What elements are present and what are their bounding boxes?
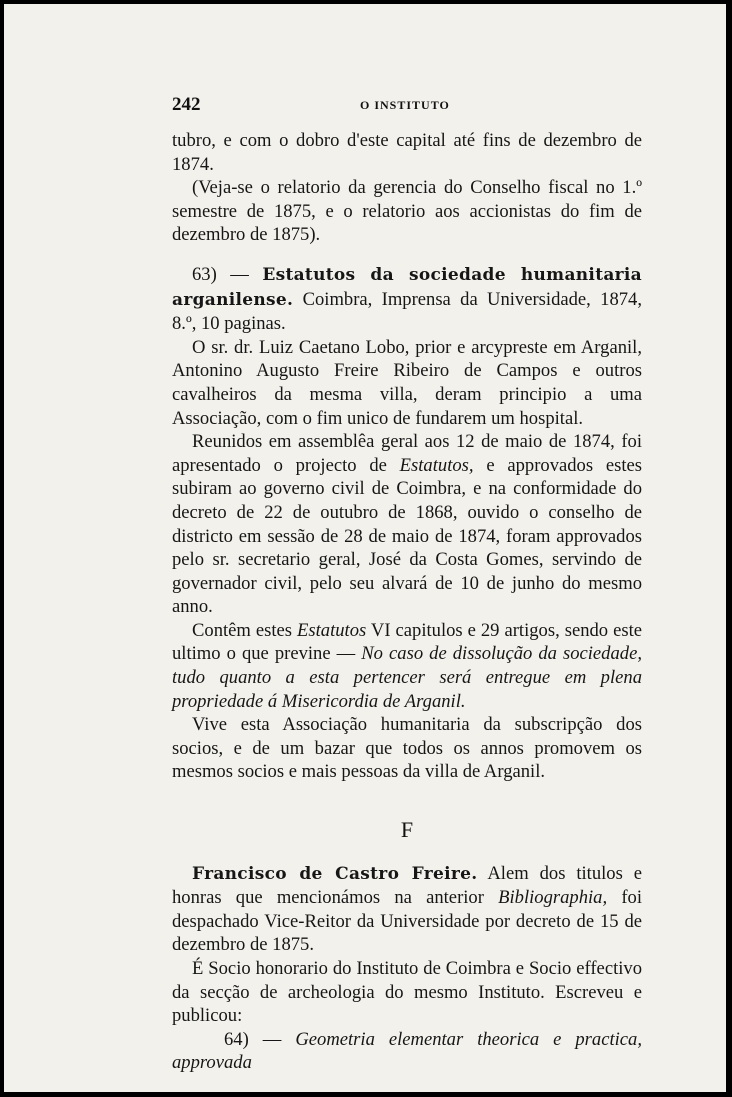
- paragraph-text: É Socio honorario do Instituto de Coimbra e Socio effectivo da secção de archeologia do mesmo Instituto. Escreveu e publicou:: [172, 958, 642, 1027]
- entry-imprint: Coimbra, Imprensa da Universidade, 1874, 8.º, 10 paginas.: [172, 288, 642, 335]
- paragraph-text: e approvados estes subiram ao governo civil de Coimbra, e na conformidade do decreto de 22 de outubro de 1868, ouvido o conselho de districto em sessão de 28 de maio de 1874, foram approvados pelo sr. secretario geral, José da Costa Gomes, servindo de governador civil, pelo seu alvará de 10 de junho do mesmo anno.: [172, 454, 642, 618]
- paragraph-italic: Estatutos,: [399, 454, 474, 476]
- paragraph-text: Contêm estes: [192, 619, 293, 641]
- entry-number: 63) —: [192, 263, 249, 285]
- paragraph-socio: [172, 957, 642, 1028]
- paragraph-italic: Estatutos: [297, 619, 367, 641]
- book-page: [4, 4, 726, 1092]
- paragraph-continuation: [172, 129, 642, 176]
- paragraph-contents: [172, 619, 642, 713]
- paragraph-text: foi despachado Vice-Reitor da Universidade por decreto de 15 de dezembro de 1875.: [172, 887, 642, 956]
- page-number: 242: [172, 94, 201, 115]
- running-title: O INSTITUTO: [360, 98, 450, 112]
- page-header: [172, 94, 642, 116]
- paragraph-approval: [172, 430, 642, 619]
- entry-author: Francisco de Castro Freire.: [192, 863, 478, 884]
- paragraph-italic: Geometria elementar theorica e practica, approvada: [172, 1028, 642, 1074]
- page-body: [172, 129, 642, 1075]
- entry-64: [172, 1028, 642, 1075]
- paragraph-text: tubro, e com o dobro d'este capital até fins de dezembro de 1874.: [172, 130, 642, 175]
- paragraph-founders: [172, 336, 642, 430]
- paragraph-text: VI capitulos e 29 artigos, sendo este ultimo o que previne —: [172, 619, 643, 665]
- section-letter: F: [400, 817, 414, 843]
- entry-title: Estatutos da sociedade humanitaria arganilense.: [172, 264, 642, 310]
- paragraph-text: Vive esta Associação humanitaria da subscripção dos socios, e de um bazar que todos os annos promovem os mesmos socios e mais pessoas da villa de Arganil.: [172, 714, 642, 783]
- paragraph-text: Alem dos titulos e honras que mencionámos na anterior: [172, 862, 642, 909]
- paragraph-italic: Bibliographia,: [498, 887, 608, 909]
- entry-number: 64) —: [224, 1028, 282, 1050]
- paragraph-note: [172, 176, 642, 247]
- paragraph-text: (Veja-se o relatorio da gerencia do Conselho fiscal no 1.º semestre de 1875, e o relatorio aos accionistas do fim de dezembro de 1875).: [172, 177, 642, 246]
- entry-castro-freire: [172, 862, 642, 957]
- paragraph-text: Reunidos em assemblêa geral aos 12 de maio de 1874, foi apresentado o projecto de: [172, 431, 642, 476]
- paragraph-italic: No caso de dissolução da sociedade, tudo quanto a esta pertencer será entregue em plena propriedade á Misericordia de Arganil.: [172, 643, 642, 712]
- paragraph-text: O sr. dr. Luiz Caetano Lobo, prior e arcypreste em Arganil, Antonino Augusto Freire Ribeiro de Campos e outros cavalheiros da mesma villa, deram principio a uma Associação, com o fim unico de fundarem um hospital.: [172, 336, 642, 429]
- paragraph-funding: [172, 713, 642, 784]
- entry-63: [172, 263, 642, 336]
